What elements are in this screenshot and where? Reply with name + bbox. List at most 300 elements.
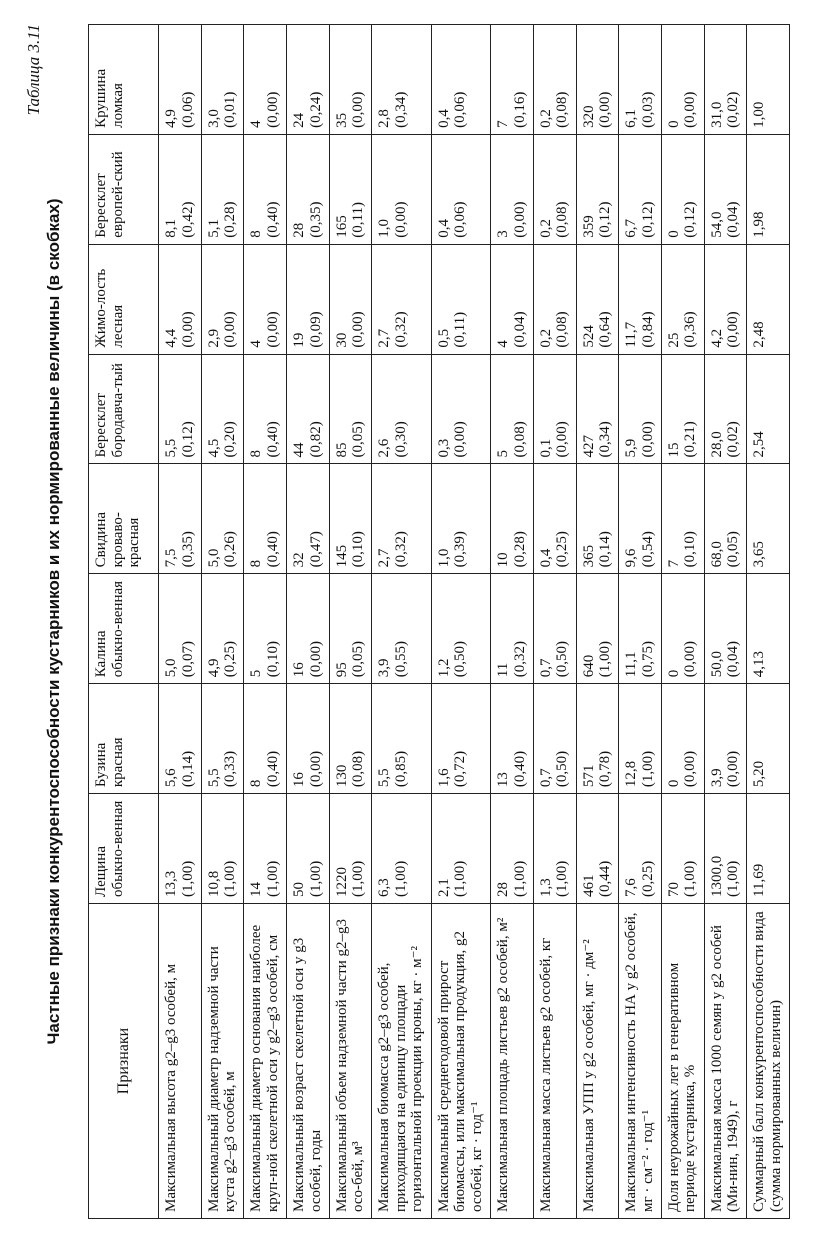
feature-name: Суммарный балл конкурентоспособности вида (сумма нормированных величин) xyxy=(747,904,790,1219)
normalized-value: (0,25) xyxy=(222,641,239,678)
raw-value: 5,0 xyxy=(205,548,222,568)
value-cell xyxy=(329,25,372,135)
value-cell xyxy=(704,574,747,684)
value-cell xyxy=(244,134,287,244)
value-cell xyxy=(159,684,202,794)
value-cell xyxy=(159,25,202,135)
value-cell xyxy=(576,134,619,244)
header-row xyxy=(89,25,159,1219)
raw-value: 70 xyxy=(665,882,682,897)
raw-value: 165 xyxy=(333,215,350,238)
raw-value: 50 xyxy=(291,882,308,897)
normalized-value: (1,00) xyxy=(682,860,699,897)
normalized-value: (0,34) xyxy=(392,91,409,128)
raw-value: 2,9 xyxy=(205,328,222,348)
normalized-value: (1,00) xyxy=(179,860,196,897)
raw-value: 1300,0 xyxy=(708,855,725,897)
value-cell xyxy=(533,684,576,794)
value-cell xyxy=(329,354,372,464)
value-cell xyxy=(287,794,330,904)
value-cell xyxy=(372,684,431,794)
raw-value: 30 xyxy=(333,332,350,348)
value-cell xyxy=(159,134,202,244)
normalized-value: (0,02) xyxy=(725,91,742,128)
value-cell xyxy=(329,684,372,794)
normalized-value: (0,08) xyxy=(554,201,571,238)
raw-value: 16 xyxy=(291,772,308,788)
normalized-value: (0,26) xyxy=(222,531,239,568)
raw-value: 640 xyxy=(580,654,597,678)
feature-name: Максимальная площадь листьев g2 особей, м² xyxy=(491,904,534,1219)
value-cell xyxy=(576,464,619,574)
table-caption: Частные признаки конкурентоспособности кустарников и их нормированные величины (в скобках) xyxy=(44,198,63,1045)
normalized-value: (0,50) xyxy=(554,641,571,678)
value-cell xyxy=(747,25,790,135)
value-cell xyxy=(372,244,431,354)
normalized-value: (0,20) xyxy=(222,421,239,458)
raw-value: 85 xyxy=(333,442,350,458)
value-cell xyxy=(372,794,431,904)
value-cell xyxy=(661,794,704,904)
value-cell xyxy=(661,464,704,574)
raw-value: 14 xyxy=(248,882,265,897)
value-cell xyxy=(159,574,202,684)
raw-value: 2,1 xyxy=(435,878,452,897)
value-cell xyxy=(747,134,790,244)
raw-value: 4 xyxy=(248,340,265,348)
table-row xyxy=(201,25,244,1219)
raw-value: 95 xyxy=(333,662,350,678)
raw-value: 0,4 xyxy=(537,548,554,568)
normalized-value: (0,33) xyxy=(222,750,239,788)
raw-value: 32 xyxy=(291,552,308,568)
raw-value: 3 xyxy=(495,230,512,238)
normalized-value: (0,06) xyxy=(452,201,469,238)
value-cell xyxy=(201,25,244,135)
normalized-value: (0,12) xyxy=(639,201,656,238)
value-cell xyxy=(372,574,431,684)
value-cell xyxy=(704,244,747,354)
normalized-value: (0,02) xyxy=(725,421,742,458)
normalized-value: (0,10) xyxy=(682,531,699,568)
normalized-value: (0,00) xyxy=(307,641,324,678)
raw-value: 7 xyxy=(665,559,682,568)
value-cell xyxy=(533,244,576,354)
raw-value: 0,2 xyxy=(537,219,554,238)
raw-value: 5,9 xyxy=(623,438,640,458)
table-row xyxy=(329,25,372,1219)
normalized-value: (0,78) xyxy=(597,750,614,788)
raw-value: 4,2 xyxy=(708,328,725,348)
normalized-value: (0,00) xyxy=(222,311,239,348)
raw-value: 0,2 xyxy=(537,328,554,348)
value-cell xyxy=(372,134,431,244)
feature-name: Максимальный диаметр основания наиболее круп-ной скелетной оси у g2–g3 особей, см xyxy=(244,904,287,1219)
raw-value: 0,2 xyxy=(537,109,554,128)
raw-value: 4 xyxy=(248,120,265,128)
raw-value: 5 xyxy=(495,450,512,458)
value-cell xyxy=(244,464,287,574)
raw-value: 1,0 xyxy=(435,548,452,568)
normalized-value: (1,00) xyxy=(307,860,324,897)
table-row xyxy=(747,25,790,1219)
normalized-value: (0,10) xyxy=(350,531,367,568)
raw-value: 11,1 xyxy=(623,651,640,678)
feature-column-header: Признаки xyxy=(89,904,159,1219)
table-number: Таблица 3.11 xyxy=(24,24,43,116)
value-cell xyxy=(619,794,662,904)
normalized-value: (0,04) xyxy=(725,201,742,238)
raw-value: 5,0 xyxy=(163,658,179,678)
normalized-value: (0,00) xyxy=(392,201,409,238)
value-cell xyxy=(244,684,287,794)
normalized-value: (0,00) xyxy=(307,750,324,788)
normalized-value: (0,00) xyxy=(264,91,281,128)
normalized-value: (0,00) xyxy=(350,91,367,128)
value-cell xyxy=(619,684,662,794)
normalized-value: (0,40) xyxy=(264,750,281,788)
normalized-value: (0,84) xyxy=(639,311,656,348)
value-cell xyxy=(431,464,490,574)
normalized-value: (0,36) xyxy=(682,311,699,348)
normalized-value: (0,16) xyxy=(511,91,528,128)
species-header: Жимо-лость лесная xyxy=(89,244,159,354)
raw-value: 4,9 xyxy=(163,109,179,128)
value-cell xyxy=(747,354,790,464)
normalized-value: (0,00) xyxy=(725,311,742,348)
raw-value: 10 xyxy=(495,552,512,568)
raw-value: 2,6 xyxy=(376,438,393,458)
value-cell xyxy=(747,794,790,904)
raw-value: 427 xyxy=(580,435,597,458)
value-cell xyxy=(431,684,490,794)
normalized-value: (1,00) xyxy=(597,641,614,678)
value-cell xyxy=(201,464,244,574)
raw-value: 16 xyxy=(291,662,308,678)
normalized-value: (1,00) xyxy=(350,860,367,897)
normalized-value: (0,32) xyxy=(392,311,409,348)
value-cell xyxy=(329,794,372,904)
normalized-value: (0,32) xyxy=(511,641,528,678)
raw-value: 8,1 xyxy=(163,219,179,238)
normalized-value: (0,14) xyxy=(597,531,614,568)
value-cell xyxy=(329,134,372,244)
value-cell xyxy=(329,464,372,574)
table-row xyxy=(661,25,704,1219)
value-cell xyxy=(287,354,330,464)
value-cell xyxy=(576,244,619,354)
raw-value: 1220 xyxy=(333,867,350,897)
normalized-value: (0,42) xyxy=(179,201,196,238)
normalized-value: (0,12) xyxy=(597,201,614,238)
normalized-value: (0,00) xyxy=(350,311,367,348)
feature-name: Максимальный объем надземной части g2–g3 осо-бей, м³ xyxy=(329,904,372,1219)
normalized-value: (0,40) xyxy=(264,421,281,458)
table-row xyxy=(704,25,747,1219)
normalized-value: (1,00) xyxy=(725,860,742,897)
raw-value: 2,54 xyxy=(751,431,768,458)
value-cell xyxy=(661,354,704,464)
normalized-value: (0,35) xyxy=(179,531,196,568)
normalized-value: (0,08) xyxy=(511,421,528,458)
raw-value: 0,7 xyxy=(537,768,554,788)
feature-name: Максимальная УПП у g2 особей, мг · дм⁻² xyxy=(576,904,619,1219)
value-cell xyxy=(159,464,202,574)
normalized-value: (0,32) xyxy=(392,531,409,568)
normalized-value: (0,75) xyxy=(639,641,656,678)
species-header: Бересклет европей-ский xyxy=(89,134,159,244)
value-cell xyxy=(533,354,576,464)
table-row xyxy=(287,25,330,1219)
raw-value: 359 xyxy=(580,215,597,238)
raw-value: 0,7 xyxy=(537,658,554,678)
normalized-value: (0,44) xyxy=(597,860,614,897)
raw-value: 31,0 xyxy=(708,101,725,128)
value-cell xyxy=(201,134,244,244)
value-cell xyxy=(661,244,704,354)
value-cell xyxy=(491,794,534,904)
value-cell xyxy=(287,25,330,135)
raw-value: 3,9 xyxy=(376,658,393,678)
raw-value: 0 xyxy=(665,779,682,788)
feature-name: Максимальный диаметр надземной части куста g2–g3 особей, м xyxy=(201,904,244,1219)
raw-value: 25 xyxy=(665,332,682,348)
normalized-value: (0,00) xyxy=(264,311,281,348)
table-row xyxy=(576,25,619,1219)
value-cell xyxy=(244,794,287,904)
raw-value: 145 xyxy=(333,544,350,568)
value-cell xyxy=(287,574,330,684)
value-cell xyxy=(619,134,662,244)
raw-value: 68,0 xyxy=(708,541,725,568)
feature-name: Максимальная масса 1000 семян у g2 особей (Ми-нин, 1949), г xyxy=(704,904,747,1219)
normalized-value: (1,00) xyxy=(554,860,571,897)
raw-value: 1,6 xyxy=(435,768,452,788)
normalized-value: (1,00) xyxy=(639,750,656,788)
raw-value: 1,0 xyxy=(376,219,393,238)
raw-value: 0 xyxy=(665,230,682,238)
raw-value: 4,4 xyxy=(163,328,179,348)
normalized-value: (0,21) xyxy=(682,421,699,458)
value-cell xyxy=(201,684,244,794)
normalized-value: (0,00) xyxy=(554,421,571,458)
value-cell xyxy=(747,574,790,684)
raw-value: 2,7 xyxy=(376,548,393,568)
normalized-value: (0,00) xyxy=(682,91,699,128)
species-header: Бузина красная xyxy=(89,684,159,794)
value-cell xyxy=(244,354,287,464)
table-row xyxy=(619,25,662,1219)
normalized-value: (0,00) xyxy=(639,421,656,458)
raw-value: 5,5 xyxy=(205,768,222,788)
raw-value: 4,9 xyxy=(205,658,222,678)
value-cell xyxy=(431,354,490,464)
raw-value: 50,0 xyxy=(708,651,725,678)
value-cell xyxy=(201,794,244,904)
value-cell xyxy=(159,354,202,464)
raw-value: 7,5 xyxy=(163,548,179,568)
raw-value: 15 xyxy=(665,442,682,458)
normalized-value: (0,05) xyxy=(725,531,742,568)
raw-value: 8 xyxy=(248,230,265,238)
value-cell xyxy=(704,354,747,464)
normalized-value: (0,28) xyxy=(511,531,528,568)
value-cell xyxy=(372,464,431,574)
value-cell xyxy=(287,464,330,574)
raw-value: 6,7 xyxy=(623,219,640,238)
value-cell xyxy=(431,244,490,354)
normalized-value: (0,03) xyxy=(639,91,656,128)
value-cell xyxy=(704,684,747,794)
raw-value: 28,0 xyxy=(708,431,725,458)
normalized-value: (0,12) xyxy=(179,421,196,458)
raw-value: 130 xyxy=(333,764,350,788)
value-cell xyxy=(576,354,619,464)
raw-value: 5,5 xyxy=(376,768,393,788)
normalized-value: (1,00) xyxy=(452,860,469,897)
normalized-value: (0,40) xyxy=(264,531,281,568)
normalized-value: (0,00) xyxy=(725,750,742,788)
raw-value: 461 xyxy=(580,874,597,897)
raw-value: 24 xyxy=(291,112,308,128)
raw-value: 1,00 xyxy=(751,101,768,128)
raw-value: 0,4 xyxy=(435,109,452,128)
raw-value: 44 xyxy=(291,442,308,458)
raw-value: 0,3 xyxy=(435,438,452,458)
raw-value: 3,0 xyxy=(205,109,222,128)
normalized-value: (0,05) xyxy=(350,421,367,458)
value-cell xyxy=(491,134,534,244)
species-header: Крушина ломкая xyxy=(89,25,159,135)
normalized-value: (0,35) xyxy=(307,201,324,238)
value-cell xyxy=(491,25,534,135)
normalized-value: (0,09) xyxy=(307,311,324,348)
value-cell xyxy=(159,794,202,904)
normalized-value: (0,04) xyxy=(511,311,528,348)
raw-value: 0,5 xyxy=(435,328,452,348)
value-cell xyxy=(491,464,534,574)
value-cell xyxy=(576,684,619,794)
value-cell xyxy=(431,574,490,684)
value-cell xyxy=(704,794,747,904)
raw-value: 7,6 xyxy=(623,878,640,897)
feature-name: Доля неурожайных лет в генеративном периоде кустарника, % xyxy=(661,904,704,1219)
raw-value: 571 xyxy=(580,764,597,788)
feature-name: Максимальный возраст скелетной оси у g3 особей, годы xyxy=(287,904,330,1219)
value-cell xyxy=(704,464,747,574)
raw-value: 8 xyxy=(248,450,265,458)
normalized-value: (0,28) xyxy=(222,201,239,238)
raw-value: 2,7 xyxy=(376,328,393,348)
value-cell xyxy=(201,354,244,464)
value-cell xyxy=(704,134,747,244)
normalized-value: (1,00) xyxy=(392,860,409,897)
value-cell xyxy=(661,134,704,244)
table-row xyxy=(159,25,202,1219)
raw-value: 1,98 xyxy=(751,211,768,238)
normalized-value: (1,00) xyxy=(511,860,528,897)
normalized-value: (0,34) xyxy=(597,421,614,458)
value-cell xyxy=(576,794,619,904)
raw-value: 4,13 xyxy=(751,651,768,678)
raw-value: 1,3 xyxy=(537,878,554,897)
normalized-value: (0,08) xyxy=(350,750,367,788)
value-cell xyxy=(747,464,790,574)
raw-value: 1,2 xyxy=(435,658,452,678)
raw-value: 5,20 xyxy=(751,760,768,788)
normalized-value: (0,72) xyxy=(452,750,469,788)
value-cell xyxy=(159,244,202,354)
raw-value: 54,0 xyxy=(708,211,725,238)
normalized-value: (0,85) xyxy=(392,750,409,788)
normalized-value: (1,00) xyxy=(222,860,239,897)
raw-value: 35 xyxy=(333,112,350,128)
value-cell xyxy=(747,684,790,794)
normalized-value: (0,00) xyxy=(597,91,614,128)
normalized-value: (0,04) xyxy=(725,641,742,678)
raw-value: 0,1 xyxy=(537,438,554,458)
normalized-value: (0,01) xyxy=(222,91,239,128)
value-cell xyxy=(244,25,287,135)
normalized-value: (0,06) xyxy=(179,91,196,128)
raw-value: 0,4 xyxy=(435,219,452,238)
value-cell xyxy=(576,25,619,135)
raw-value: 0 xyxy=(665,669,682,678)
raw-value: 5,1 xyxy=(205,219,222,238)
value-cell xyxy=(372,25,431,135)
normalized-value: (0,08) xyxy=(554,311,571,348)
value-cell xyxy=(533,134,576,244)
value-cell xyxy=(576,574,619,684)
raw-value: 13 xyxy=(495,772,512,788)
normalized-value: (0,07) xyxy=(179,641,196,678)
value-cell xyxy=(619,354,662,464)
value-cell xyxy=(329,244,372,354)
value-cell xyxy=(372,354,431,464)
normalized-value: (0,50) xyxy=(452,641,469,678)
normalized-value: (0,05) xyxy=(350,641,367,678)
raw-value: 11 xyxy=(495,662,512,678)
raw-value: 4 xyxy=(495,340,512,348)
normalized-value: (0,55) xyxy=(392,641,409,678)
value-cell xyxy=(244,574,287,684)
raw-value: 11,7 xyxy=(623,321,640,348)
normalized-value: (0,11) xyxy=(452,311,469,348)
normalized-value: (0,00) xyxy=(682,750,699,788)
value-cell xyxy=(491,574,534,684)
raw-value: 5 xyxy=(248,669,265,678)
value-cell xyxy=(491,354,534,464)
value-cell xyxy=(661,574,704,684)
raw-value: 19 xyxy=(291,332,308,348)
value-cell xyxy=(431,25,490,135)
feature-name: Максимальная масса листьев g2 особей, кг xyxy=(533,904,576,1219)
value-cell xyxy=(491,684,534,794)
value-cell xyxy=(533,794,576,904)
raw-value: 2,48 xyxy=(751,321,768,348)
normalized-value: (1,00) xyxy=(264,860,281,897)
raw-value: 28 xyxy=(495,882,512,897)
value-cell xyxy=(704,25,747,135)
table-row xyxy=(491,25,534,1219)
normalized-value: (0,00) xyxy=(682,641,699,678)
normalized-value: (0,25) xyxy=(639,860,656,897)
feature-name: Максимальная биомасса g2–g3 особей, приходящаяся на единицу площади горизонтальной проекции кроны, кг · м⁻² xyxy=(372,904,431,1219)
table-row xyxy=(244,25,287,1219)
value-cell xyxy=(201,244,244,354)
raw-value: 2,8 xyxy=(376,109,393,128)
feature-name: Максимальный среднегодовой прирост биомассы, или максимальная продукция, g2 особей, кг · год⁻¹ xyxy=(431,904,490,1219)
